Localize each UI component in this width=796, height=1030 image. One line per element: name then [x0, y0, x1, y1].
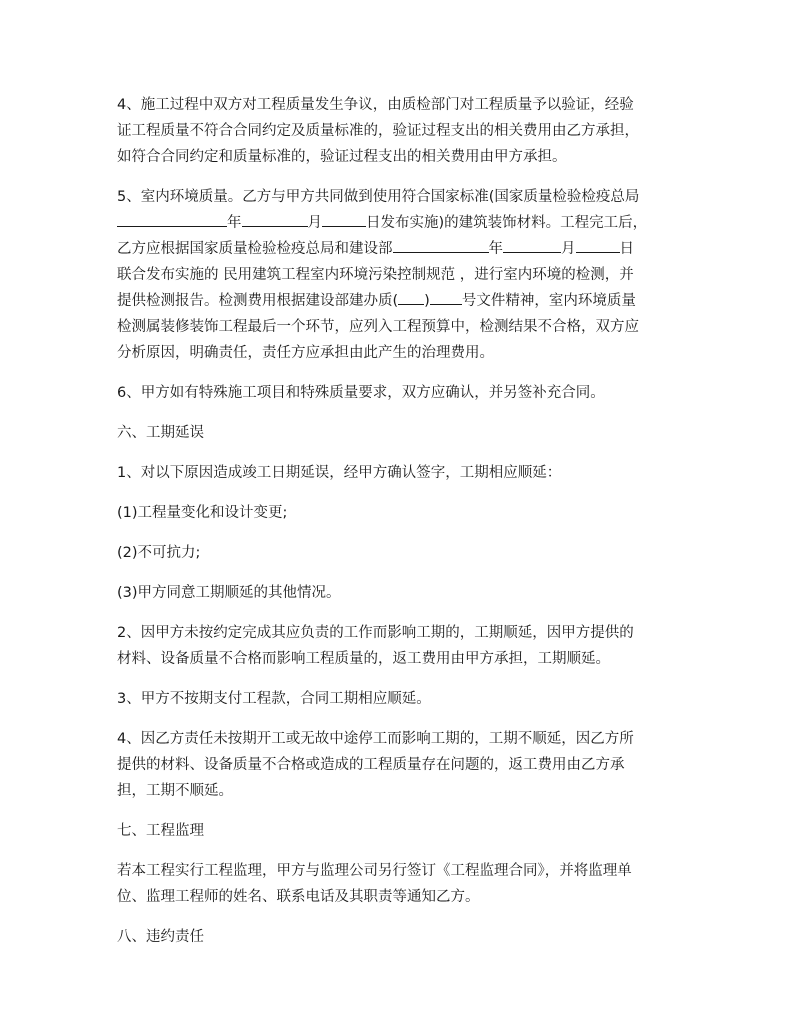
delay-item-2 [117, 540, 687, 566]
clause-6-special-requirements [117, 380, 687, 406]
section-heading-supervision [117, 818, 687, 844]
section-heading-delay [117, 420, 687, 446]
delay-clause-1 [117, 460, 687, 486]
fill-blank[interactable] [393, 237, 489, 253]
fill-blank[interactable] [117, 211, 227, 227]
text-line: (1)工程量变化和设计变更; [117, 505, 288, 521]
text-line-with-blanks: 年 月 日发布实施)的建筑装饰材料。工程完工后， [117, 210, 687, 236]
heading-text: 八、违约责任 [117, 929, 204, 945]
text-line: (2)不可抗力; [117, 545, 201, 561]
delay-clause-4 [117, 726, 687, 804]
delay-item-1 [117, 500, 687, 526]
fill-blank[interactable] [503, 237, 561, 253]
text-line: 分析原因，明确责任，责任方应承担由此产生的治理费用。 [117, 345, 494, 361]
text-line: 提供的材料、设备质量不合格或造成的工程质量存在问题的，返工费用由乙方承 [117, 757, 625, 773]
fill-blank[interactable] [576, 237, 620, 253]
heading-text: 七、工程监理 [117, 823, 204, 839]
text-line: 材料、设备质量不合格而影响工程质量的，返工费用由甲方承担，工期顺延。 [117, 651, 610, 667]
text-line: 证工程质量不符合合同约定及质量标准的，验证过程支出的相关费用由乙方承担， [117, 123, 639, 139]
clause-4-quality-dispute [117, 92, 687, 170]
delay-item-3 [117, 580, 687, 606]
fill-blank[interactable] [242, 211, 308, 227]
text-line: 6、甲方如有特殊施工项目和特殊质量要求，双方应确认，并另签补充合同。 [117, 385, 605, 401]
heading-text: 六、工期延误 [117, 425, 204, 441]
text-line: 位、监理工程师的姓名、联系电话及其职责等通知乙方。 [117, 889, 480, 905]
text-line: (3)甲方同意工期顺延的其他情况。 [117, 585, 341, 601]
text-line: 2、因甲方未按约定完成其应负责的工作而影响工期的，工期顺延，因甲方提供的 [117, 625, 634, 641]
text-line: 检测属装修装饰工程最后一个环节，应列入工程预算中，检测结果不合格，双方应 [117, 319, 639, 335]
text-line: 4、施工过程中双方对工程质量发生争议，由质检部门对工程质量予以验证，经验 [117, 97, 634, 113]
fill-blank[interactable] [430, 289, 462, 305]
supervision-body [117, 858, 687, 910]
delay-clause-3 [117, 686, 687, 712]
text-line: 3、甲方不按期支付工程款，合同工期相应顺延。 [117, 691, 431, 707]
fill-blank[interactable] [398, 289, 424, 305]
text-line: 1、对以下原因造成竣工日期延误，经甲方确认签字，工期相应顺延： [117, 465, 562, 481]
fill-blank[interactable] [322, 211, 366, 227]
text-line: 如符合合同约定和质量标准的，验证过程支出的相关费用由甲方承担。 [117, 149, 567, 165]
text-line-with-blanks: 提供检测报告。检测费用根据建设部建办质( ) 号文件精神，室内环境质量 [117, 288, 687, 314]
clause-5-indoor-environment [117, 184, 687, 366]
text-line-with-blanks: 乙方应根据国家质量检验检疫总局和建设部 年 月 日 [117, 236, 687, 262]
text-line: 联合发布实施的 民用建筑工程室内环境污染控制规范 ，进行室内环境的检测，并 [117, 267, 634, 283]
delay-clause-2 [117, 620, 687, 672]
section-heading-liability [117, 924, 687, 950]
text-line: 担，工期不顺延。 [117, 783, 233, 799]
text-line: 若本工程实行工程监理，甲方与监理公司另行签订《工程监理合同》，并将监理单 [117, 863, 632, 879]
text-line: 4、因乙方责任未按期开工或无故中途停工而影响工期的，工期不顺延，因乙方所 [117, 731, 634, 747]
text-line: 5、室内环境质量。乙方与甲方共同做到使用符合国家标准(国家质量检验检疫总局 [117, 189, 640, 205]
document-page [117, 92, 687, 964]
